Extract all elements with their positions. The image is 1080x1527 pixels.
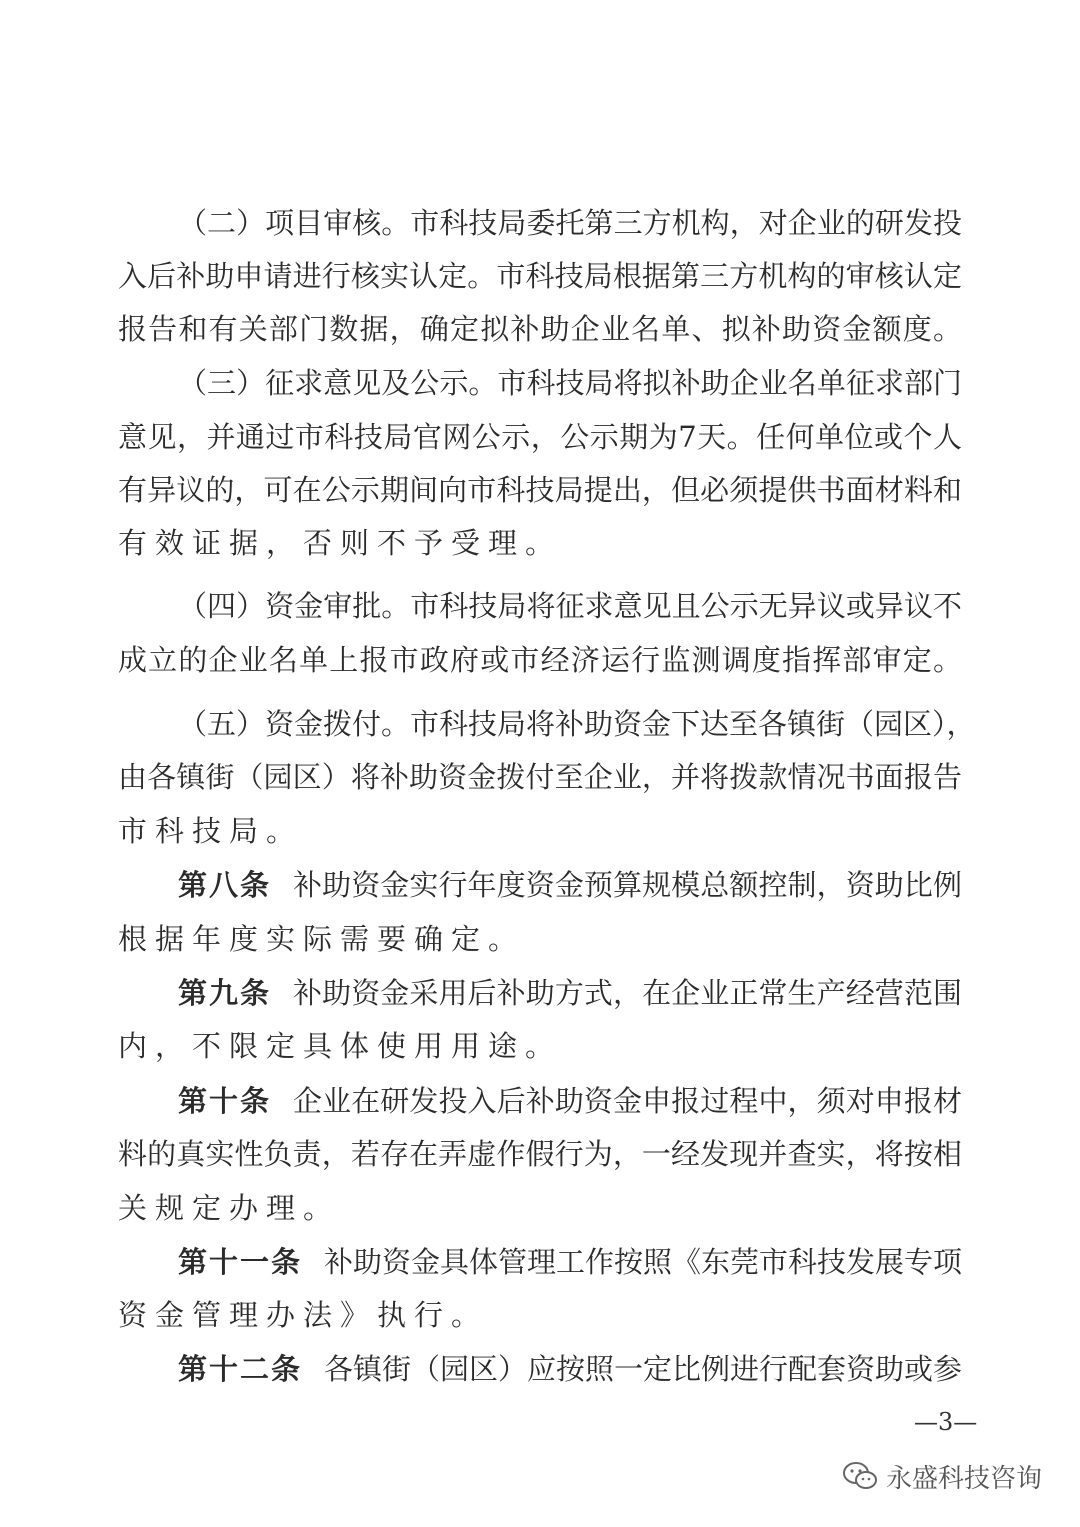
article-heading: 第八条 [178, 868, 272, 902]
line-text: 内，不限定具体使用用途。 [118, 1029, 563, 1063]
text-line [118, 1287, 488, 1343]
line-text: 料的真实性负责，若存在弄虚作假行为，一经发现并查实，将按相 [118, 1137, 962, 1171]
text-line [118, 1126, 962, 1182]
line-text: 由各镇街（园区）将补助资金拨付至企业，并将拨款情况书面报告 [118, 760, 962, 794]
text-line [178, 857, 962, 913]
text-line [178, 195, 962, 251]
page-number: —3— [914, 1408, 978, 1436]
line-text: （二）项目审核。市科技局委托第三方机构，对企业的研发投 [178, 206, 962, 240]
text-line [118, 301, 962, 357]
line-text: 补助资金实行年度资金预算规模总额控制，资助比例 [293, 868, 962, 902]
line-text: 有异议的，可在公示期间向市科技局提出，但必须提供书面材料和 [118, 473, 962, 507]
line-text: （四）资金审批。市科技局将征求意见且公示无异议或异议不 [178, 589, 962, 623]
text-line [118, 1018, 562, 1074]
text-line [178, 1073, 962, 1129]
text-line [118, 1180, 340, 1236]
text-line [178, 1341, 962, 1397]
line-text: 企业在研发投入后补助资金申报过程中，须对申报材 [293, 1084, 962, 1118]
line-text: 补助资金采用后补助方式，在企业正常生产经营范围 [293, 976, 962, 1010]
text-line [118, 248, 962, 304]
text-line [178, 1234, 962, 1290]
text-line [178, 965, 962, 1021]
text-line [178, 578, 962, 634]
text-line [118, 911, 525, 967]
text-line [118, 462, 962, 518]
wechat-icon [842, 1461, 878, 1491]
text-line [118, 803, 303, 859]
line-text: （五）资金拨付。市科技局将补助资金下达至各镇街（园区）， [178, 707, 976, 741]
watermark [842, 1452, 1042, 1500]
article-heading: 第九条 [178, 976, 272, 1010]
article-heading: 第十二条 [178, 1352, 303, 1386]
article-heading: 第十条 [178, 1084, 272, 1118]
article-heading: 第十一条 [178, 1245, 303, 1279]
line-text: 报告和有关部门数据，确定拟补助企业名单、拟补助资金额度。 [118, 312, 962, 346]
line-text: 意见，并通过市科技局官网公示，公示期为7天。任何单位或个人 [118, 420, 962, 454]
text-line [118, 632, 962, 688]
line-text: 入后补助申请进行核实认定。市科技局根据第三方机构的审核认定 [118, 259, 962, 293]
line-text: 有效证据，否则不予受理。 [118, 526, 563, 560]
watermark-text: 永盛科技咨询 [886, 1463, 1043, 1494]
line-text: 成立的企业名单上报市政府或市经济运行监测调度指挥部审定。 [118, 643, 962, 677]
line-text: （三）征求意见及公示。市科技局将拟补助企业名单征求部门 [178, 366, 962, 400]
text-line [118, 515, 562, 571]
line-text: 补助资金具体管理工作按照《东莞市科技发展专项 [324, 1245, 963, 1279]
text-line [178, 696, 976, 752]
text-line [178, 355, 962, 411]
line-text: 市科技局。 [118, 814, 304, 848]
line-text: 资金管理办法》执行。 [118, 1298, 489, 1332]
text-line [118, 749, 962, 805]
line-text: 关规定办理。 [118, 1191, 341, 1225]
line-text: 根据年度实际需要确定。 [118, 922, 526, 956]
line-text: 各镇街（园区）应按照一定比例进行配套资助或参 [324, 1352, 963, 1386]
text-line [118, 409, 962, 465]
